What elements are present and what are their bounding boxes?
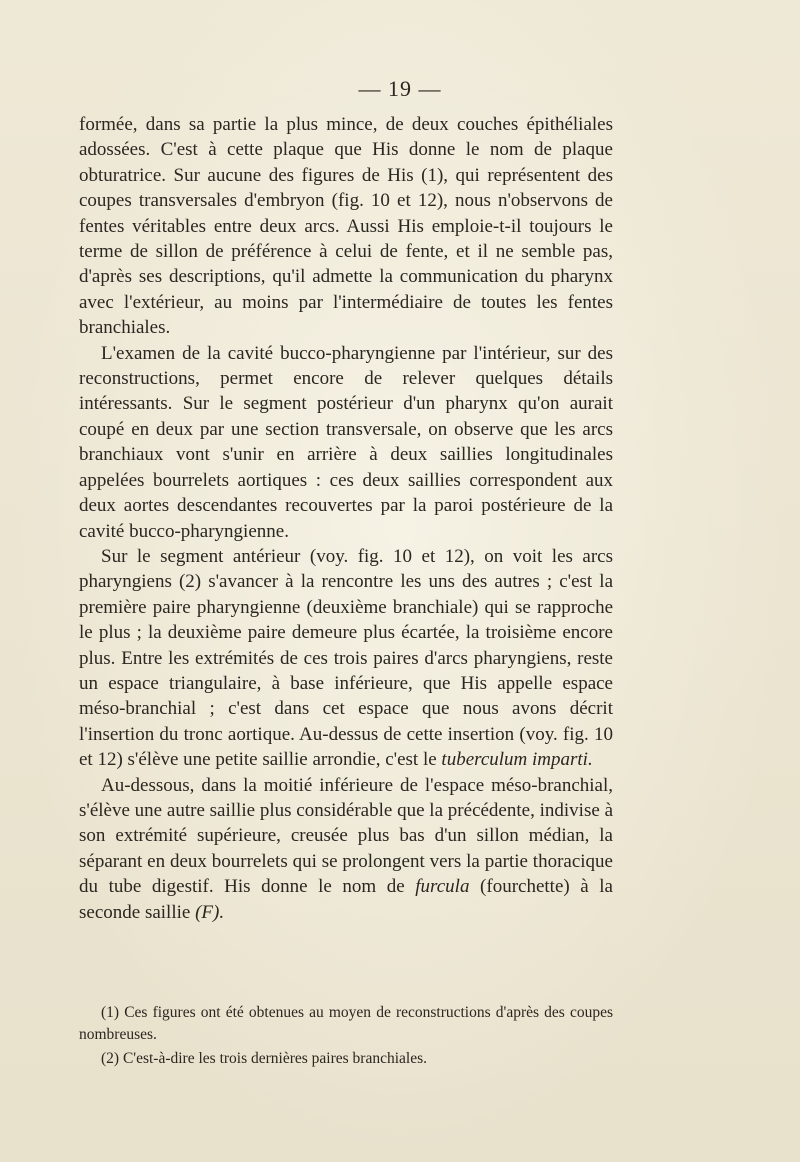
paragraph-3-text: Sur le segment antérieur (voy. fig. 10 et 12), on voit les arcs pharyngiens (2) s'avancer à la rencontre les uns des autres ; c'est la première paire pharyngienne (deuxième branchiale) qui se rapproche le plus ; la deuxième paire demeure plus écartée, la troisième encore plus. Entre les extrémités de ces trois paires d'arcs pharyngiens, reste un espace triangulaire, à base inférieure, que His appelle espace méso-branchial ; c'est dans cet espace que nous avons décrit l'insertion du tronc aortique. Au-dessus de cette insertion (voy. fig. 10 et 12) s'élève une petite saillie arrondie, c'est le <box>79 545 613 771</box>
footnote-1: (1) Ces figures ont été obtenues au moyen de reconstructions d'après des coupes nombreuses. <box>79 1004 613 1043</box>
paragraph-3 <box>79 544 613 773</box>
paragraph-4-text: Au-dessous, dans la moitié inférieure de l'espace méso-branchial, s'élève une autre saillie plus considérable que la précédente, indivise à son extrémité supérieure, creusée plus bas d'un sillon médian, la séparant en deux bourrelets qui se prolongent vers la partie thoracique du tube digestif. His donne le nom de <box>79 774 613 898</box>
page-number: — 19 — <box>358 76 442 101</box>
paragraph-1: formée, dans sa partie la plus mince, de deux couches épithéliales adossées. C'est à cette plaque que His donne le nom de plaque obturatrice. Sur aucune des figures de His (1), qui représentent des coupes transversales d'embryon (fig. 10 et 12), nous n'observons de fentes véritables entre deux arcs. Aussi His emploie-t-il toujours le terme de sillon de préférence à celui de fente, et il ne semble pas, d'après ses descriptions, qu'il admette la communication du pharynx avec l'extérieur, au moins par l'intermédiaire de toutes les fentes branchiales. <box>79 114 613 339</box>
paragraph-4-italic-label: (F). <box>195 901 225 923</box>
paragraph-3-italic-term: tuberculum imparti. <box>441 749 593 771</box>
body-text <box>79 112 613 925</box>
paragraph-4-italic-term: furcula <box>415 876 470 898</box>
paragraph-4 <box>79 773 613 925</box>
footnote-2: (2) C'est-à-dire les trois dernières paires branchiales. <box>101 1050 428 1067</box>
footnotes <box>79 1002 613 1070</box>
paragraph-2: L'examen de la cavité bucco-pharyngienne par l'intérieur, sur des reconstructions, permet encore de relever quelques détails intéressants. Sur le segment postérieur d'un pharynx qu'on aurait coupé en deux par une section transversale, on observe que les arcs branchiaux vont s'unir en arrière à deux saillies longitudinales appelées bourrelets aortiques : ces deux saillies correspondent aux deux aortes descendantes recouvertes par la paroi postérieure de la cavité bucco-pharyngienne. <box>79 342 613 542</box>
paragraph-4-middle: (fourchette) à la seconde saillie <box>79 876 613 923</box>
